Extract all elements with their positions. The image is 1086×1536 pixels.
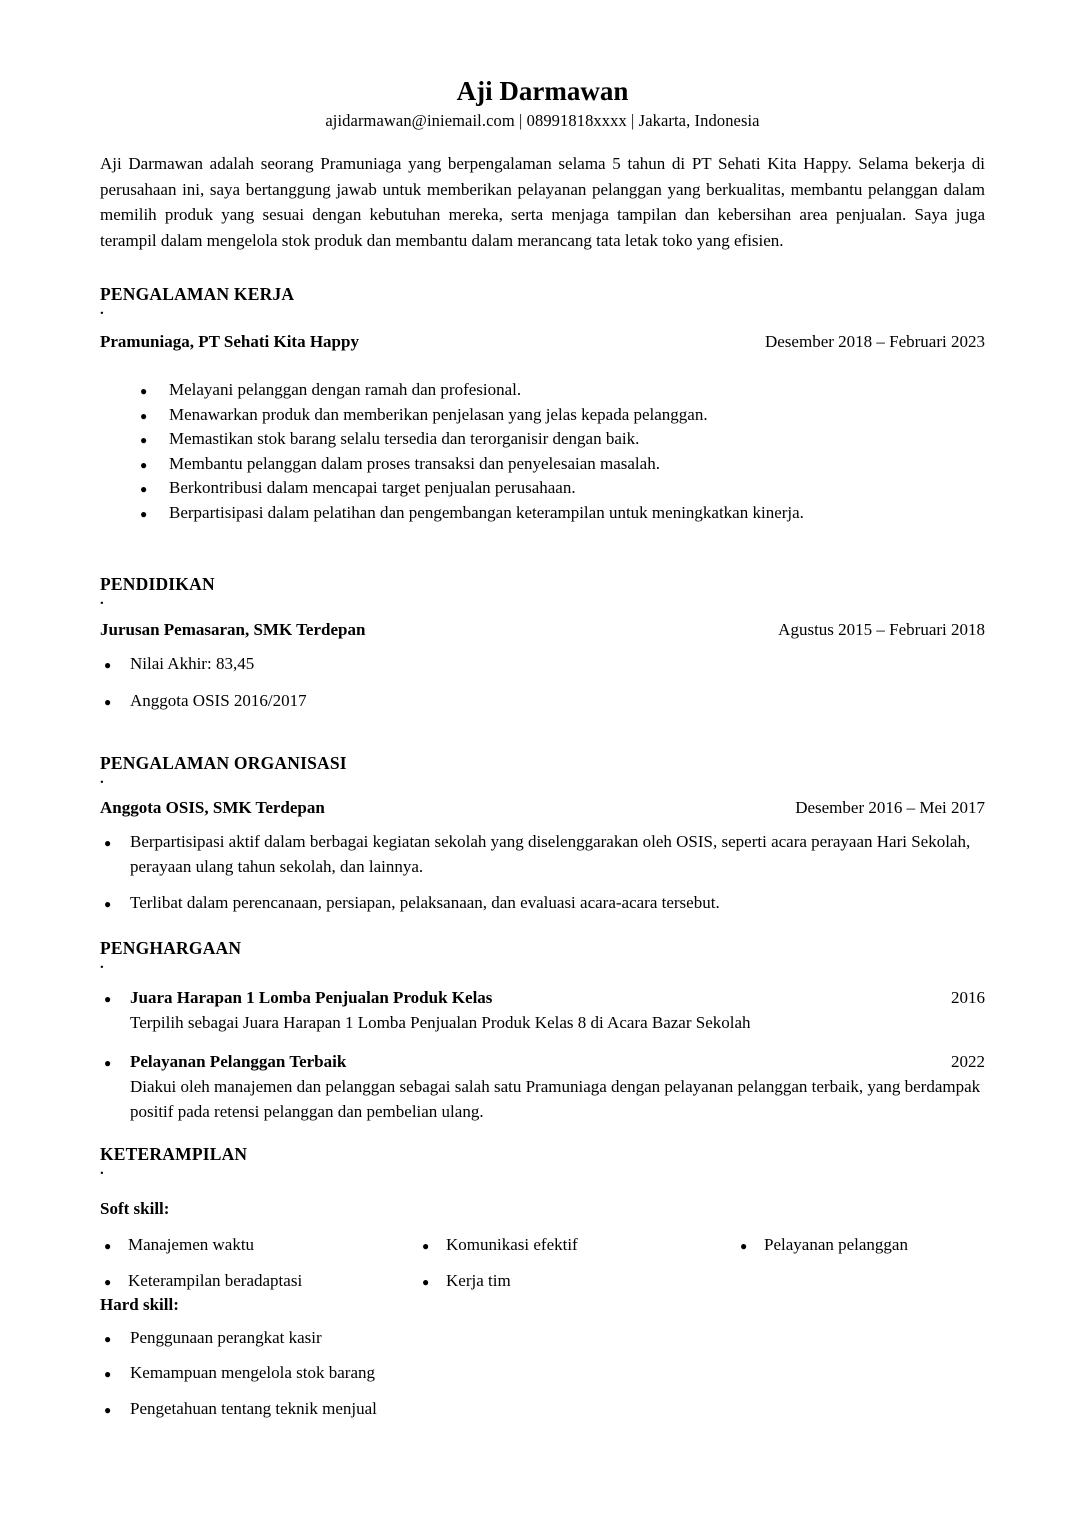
education-entry-title: Jurusan Pemasaran, SMK Terdepan <box>100 620 366 640</box>
heading-mark: . <box>100 302 104 319</box>
organization-bullet: ● Berpartisipasi aktif dalam berbagai kegiatan sekolah yang diselenggarakan oleh OSIS, seperti acara perayaan Hari Sekolah, perayaan ulang tahun sekolah, dan lainnya. <box>100 830 985 879</box>
work-bullet-list <box>100 378 985 525</box>
contact-line: ajidarmawan@iniemail.com | 08991818xxxx | Jakarta, Indonesia <box>325 111 760 131</box>
awards-list <box>100 985 985 1124</box>
section-skills <box>100 1144 985 1422</box>
candidate-name: Aji Darmawan <box>456 76 629 106</box>
hard-skill-item: ● Pengetahuan tentang teknik menjual <box>100 1397 985 1422</box>
award-item <box>100 1049 985 1124</box>
work-entry-title: Pramuniaga, PT Sehati Kita Happy <box>100 332 359 352</box>
education-bullet: ● Nilai Akhir: 83,45 <box>100 652 985 677</box>
soft-skill-item: ● Manajemen waktu <box>100 1233 418 1257</box>
organization-entry-title: Anggota OSIS, SMK Terdepan <box>100 798 325 818</box>
education-entry-date: Agustus 2015 – Februari 2018 <box>778 620 985 640</box>
organization-entry-date: Desember 2016 – Mei 2017 <box>795 798 985 818</box>
section-awards <box>100 938 985 1124</box>
soft-skill-item: ● Kerja tim <box>418 1269 736 1293</box>
education-entry-header <box>100 620 985 640</box>
section-heading-awards: PENGHARGAAN <box>100 937 242 958</box>
hard-skill-list <box>100 1326 985 1422</box>
heading-mark: . <box>100 592 104 609</box>
award-description: Diakui oleh manajemen dan pelanggan sebagai salah satu Pramuniaga dengan pelayanan pelanggan terbaik, yang berdampak positif pada retensi pelanggan dan pembelian ulang. <box>130 1076 981 1121</box>
work-entry-date: Desember 2018 – Februari 2023 <box>764 332 985 352</box>
section-work-experience <box>100 284 985 525</box>
organization-bullet-list <box>100 830 985 916</box>
heading-mark: . <box>100 955 104 972</box>
award-description: Terpilih sebagai Juara Harapan 1 Lomba Penjualan Produk Kelas 8 di Acara Bazar Sekolah <box>130 1012 751 1032</box>
soft-skill-item: ● Komunikasi efektif <box>418 1233 736 1257</box>
work-bullet: ● Berpartisipasi dalam pelatihan dan pengembangan keterampilan untuk meningkatkan kinerja. <box>100 501 985 526</box>
section-heading-skills: KETERAMPILAN <box>100 1143 248 1164</box>
section-heading-organization: PENGALAMAN ORGANISASI <box>100 753 347 774</box>
summary-paragraph: Aji Darmawan adalah seorang Pramuniaga yang berpengalaman selama 5 tahun di PT Sehati Kita Happy. Selama bekerja di perusahaan ini, saya bertanggung jawab untuk memberikan pelayanan pelanggan yang berkualitas, membantu pelanggan dalam memilih produk yang sesuai dengan kebutuhan mereka, serta menjaga tampilan dan kebersihan area penjualan. Saya juga terampil dalam mengelola stok produk dan membantu dalam merancang tata letak toko yang efisien. <box>100 154 985 250</box>
education-bullet-list <box>100 652 985 713</box>
award-header <box>130 985 985 1010</box>
hard-skill-item: ● Penggunaan perangkat kasir <box>100 1326 985 1351</box>
soft-skill-item: ● Keterampilan beradaptasi <box>100 1269 418 1293</box>
work-bullet: ● Memastikan stok barang selalu tersedia dan terorganisir dengan baik. <box>100 427 985 452</box>
work-bullet: ● Menawarkan produk dan memberikan penjelasan yang jelas kepada pelanggan. <box>100 403 985 428</box>
education-bullet: ● Anggota OSIS 2016/2017 <box>100 689 985 714</box>
soft-skill-item: ● Pelayanan pelanggan <box>736 1233 985 1257</box>
work-bullet: ● Membantu pelanggan dalam proses transaksi dan penyelesaian masalah. <box>100 452 985 477</box>
award-title: ● Pelayanan Pelanggan Terbaik <box>130 1051 347 1071</box>
section-heading-work: PENGALAMAN KERJA <box>100 284 295 305</box>
organization-bullet: ● Terlibat dalam perencanaan, persiapan, pelaksanaan, dan evaluasi acara-acara tersebut. <box>100 891 985 916</box>
organization-entry-header <box>100 798 985 818</box>
hard-skill-label: Hard skill: <box>100 1294 179 1314</box>
award-item <box>100 985 985 1035</box>
soft-skill-grid <box>100 1221 985 1293</box>
section-heading-education: PENDIDIKAN <box>100 574 215 595</box>
work-bullet: ● Berkontribusi dalam mencapai target penjualan perusahaan. <box>100 476 985 501</box>
work-entry-header <box>100 332 985 352</box>
heading-mark: . <box>100 771 104 788</box>
award-header <box>130 1049 985 1074</box>
section-education <box>100 574 985 713</box>
award-year: 2016 <box>951 987 985 1007</box>
award-year: 2022 <box>951 1051 985 1071</box>
award-title: ● Juara Harapan 1 Lomba Penjualan Produk Kelas <box>130 987 493 1007</box>
soft-skill-label: Soft skill: <box>100 1198 170 1218</box>
hard-skill-item: ● Kemampuan mengelola stok barang <box>100 1361 985 1386</box>
heading-mark: . <box>100 1161 104 1178</box>
work-bullet: ● Melayani pelanggan dengan ramah dan profesional. <box>100 378 985 403</box>
section-organization <box>100 753 985 916</box>
